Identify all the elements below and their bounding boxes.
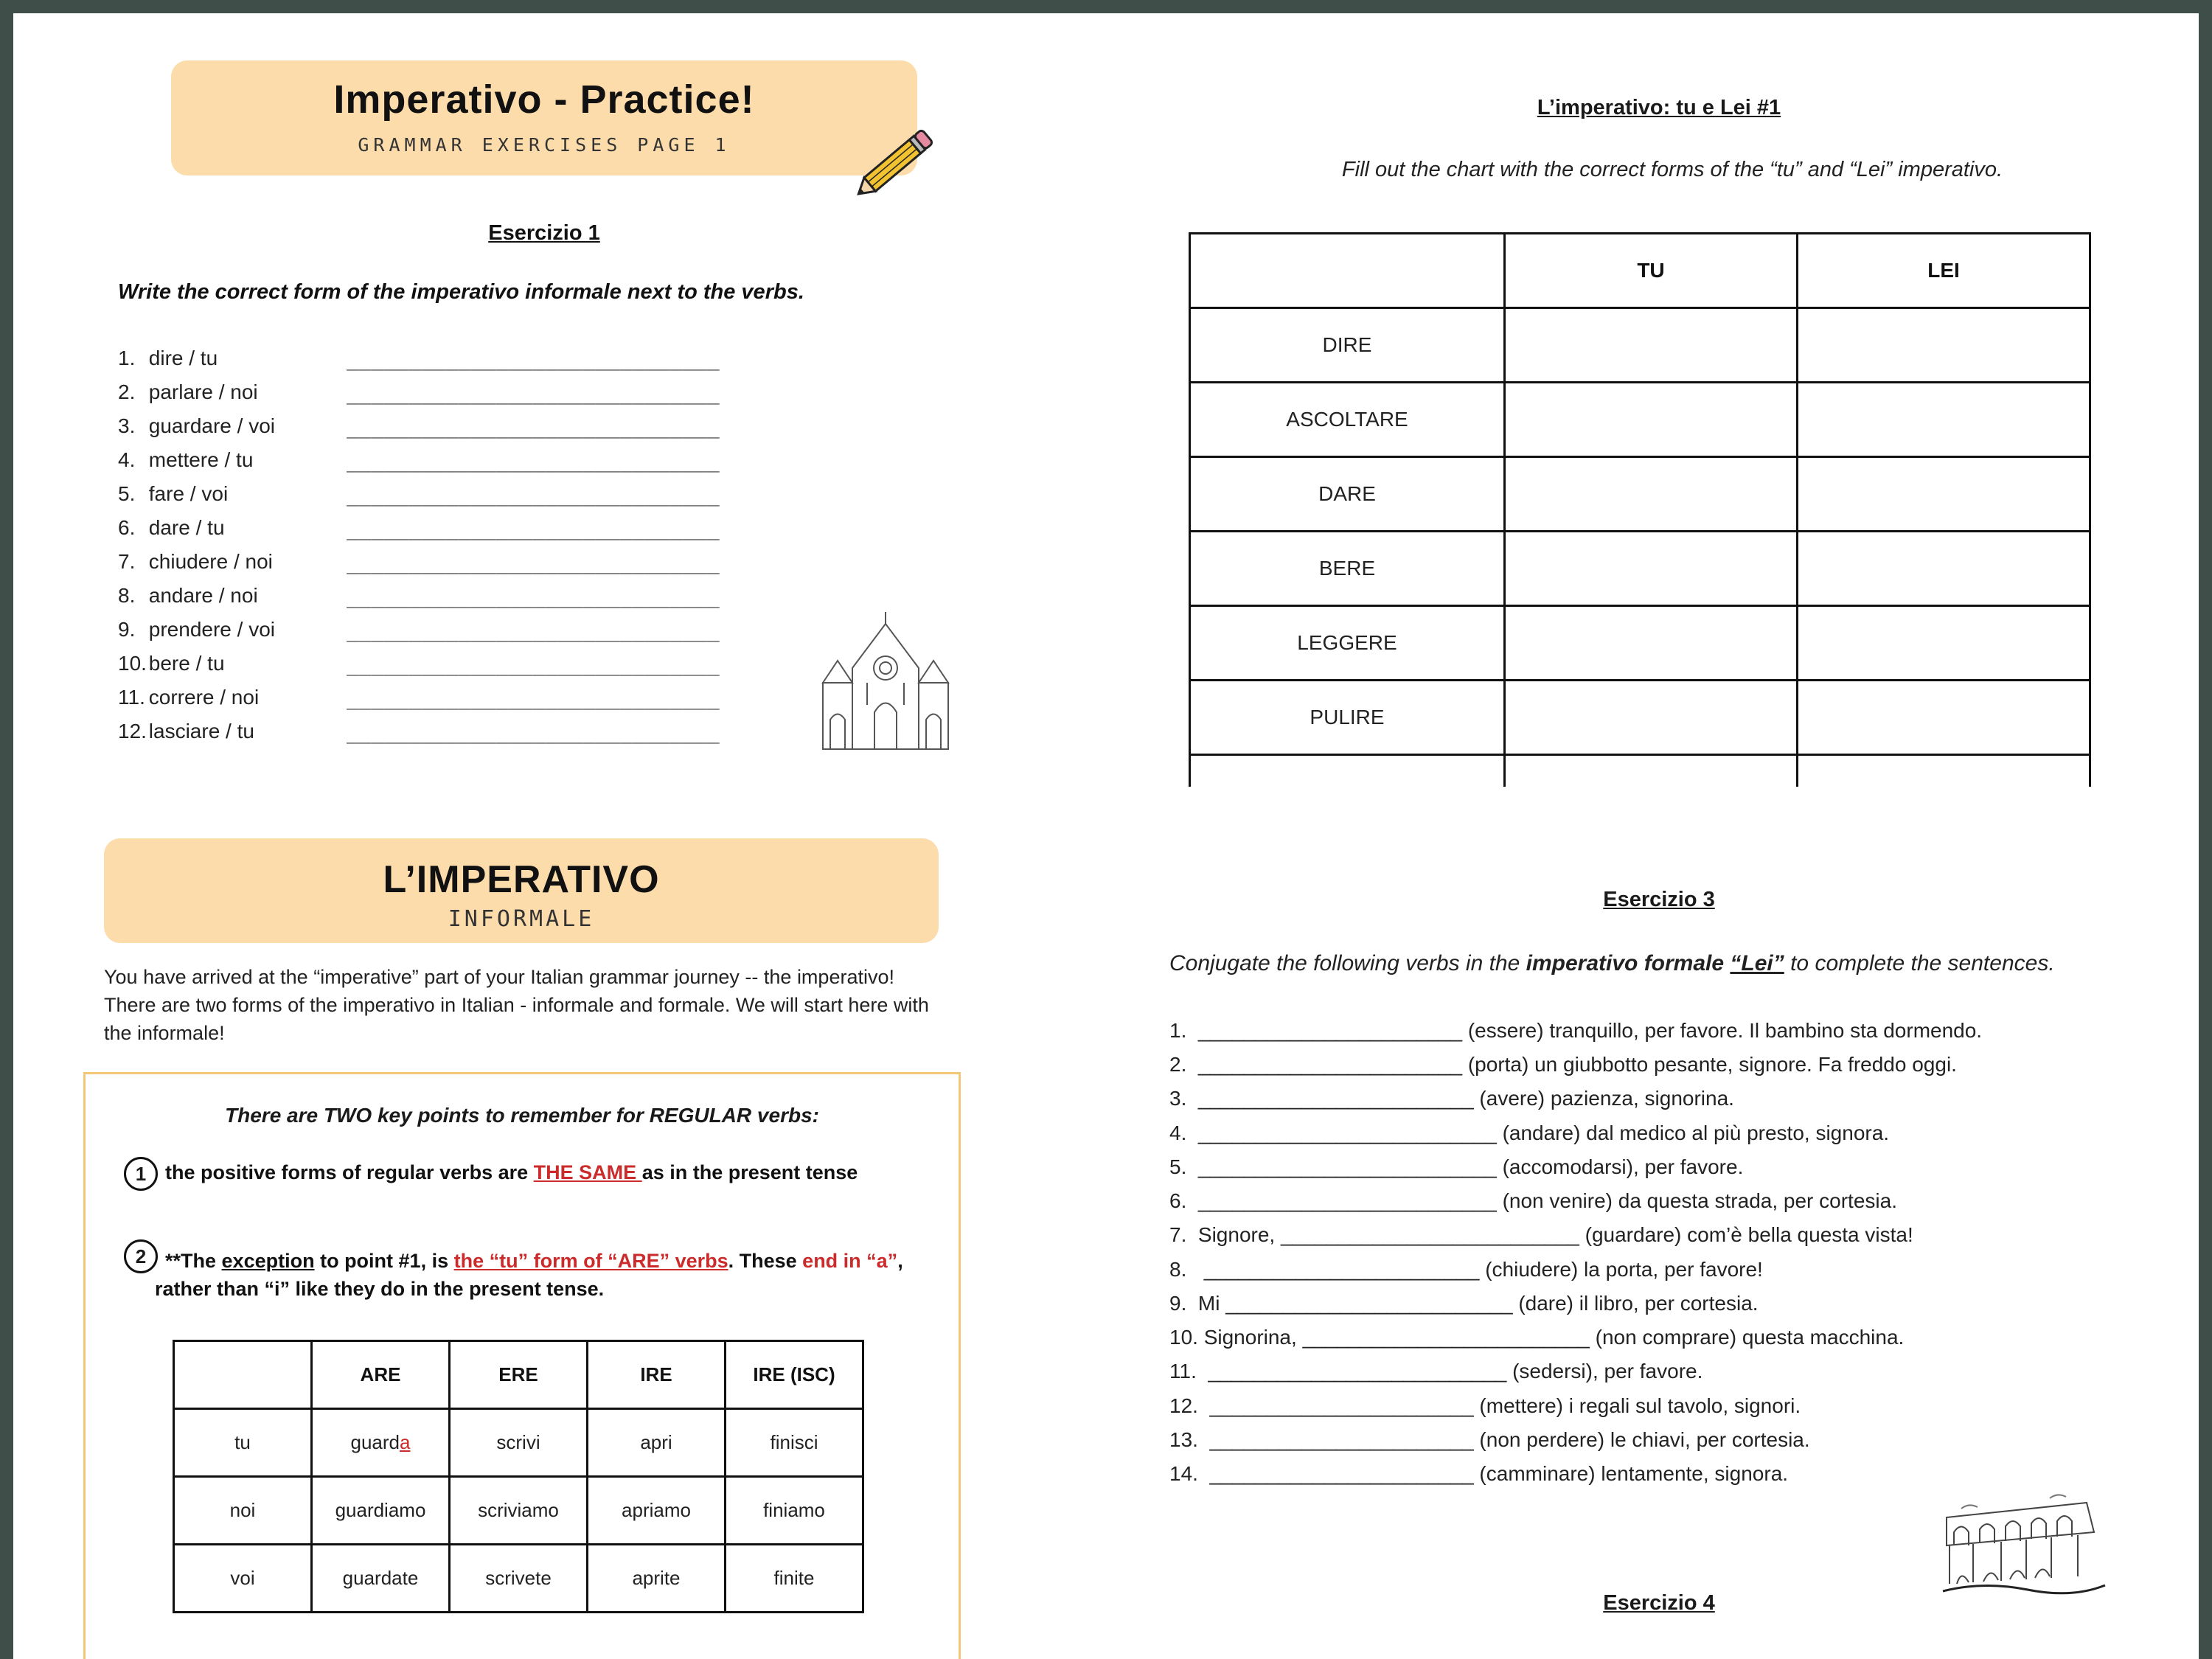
answer-cell[interactable] bbox=[1798, 755, 2090, 787]
list-item: 10. Signorina, _________________________ (non comprare) questa macchina. bbox=[1169, 1326, 1905, 1349]
answer-blank[interactable]: ______________________________ bbox=[347, 482, 720, 507]
practice-banner bbox=[171, 60, 917, 175]
esercizio3-instruction: Conjugate the following verbs in the imperativo formale “Lei” to complete the sentences. bbox=[1169, 951, 2055, 975]
highlighted-ending: a bbox=[400, 1431, 411, 1453]
list-item: 14. _______________________ (camminare) lentamente, signora. bbox=[1169, 1462, 1789, 1485]
table-row: noi guardiamo scriviamo apriamo finiamo bbox=[174, 1477, 863, 1545]
practice-subtitle: GRAMMAR EXERCISES PAGE 1 bbox=[358, 134, 731, 156]
list-item: 5. __________________________ (accomodarsi), per favore. bbox=[1169, 1155, 1744, 1178]
answer-blank[interactable]: ______________________________ bbox=[347, 652, 720, 676]
list-item: 4. mettere / tu ______________________________ bbox=[118, 448, 720, 473]
answer-blank[interactable]: ______________________________ bbox=[347, 584, 720, 608]
answer-cell[interactable] bbox=[1505, 606, 1798, 681]
table-header-row: TU LEI bbox=[1190, 234, 2090, 308]
table-row: ASCOLTARE bbox=[1190, 383, 2090, 457]
key-point-2: **The exception to point #1, is the “tu” form of “ARE” verbs. These end in “a”, bbox=[165, 1250, 903, 1272]
table-row: DIRE bbox=[1190, 308, 2090, 383]
worksheet-page bbox=[13, 13, 2199, 1659]
imperativo-title: L’IMPERATIVO bbox=[383, 858, 660, 901]
key-points-title: There are TWO key points to remember for REGULAR verbs: bbox=[225, 1104, 819, 1127]
key-point-2-cont: rather than “i” like they do in the present tense. bbox=[155, 1278, 605, 1300]
list-item: 12. _______________________ (mettere) i regali sul tavolo, signori. bbox=[1169, 1394, 1801, 1417]
answer-blank[interactable]: ______________________________ bbox=[347, 414, 720, 439]
list-item: 1. _______________________ (essere) tranquillo, per favore. Il bambino sta dormendo. bbox=[1169, 1019, 1983, 1042]
list-item: 6. dare / tu ______________________________ bbox=[118, 516, 720, 540]
list-item: 5. fare / voi ______________________________ bbox=[118, 482, 720, 507]
key-points-box bbox=[83, 1072, 961, 1659]
answer-blank[interactable]: ______________________________ bbox=[347, 516, 720, 540]
answer-blank[interactable]: ______________________________ bbox=[347, 618, 720, 642]
list-item: 8. andare / noi ______________________________ bbox=[118, 584, 720, 608]
table-header-row: ARE ERE IRE IRE (ISC) bbox=[174, 1341, 863, 1409]
list-item: 13. _______________________ (non perdere) le chiavi, per cortesia. bbox=[1169, 1428, 1810, 1451]
cathedral-illustration bbox=[808, 609, 963, 757]
answer-cell[interactable] bbox=[1505, 755, 1798, 787]
conjugation-table bbox=[173, 1340, 864, 1613]
answer-cell[interactable] bbox=[1505, 532, 1798, 606]
list-item: 1. dire / tu ______________________________ bbox=[118, 347, 720, 371]
list-item: 7. chiudere / noi ______________________________ bbox=[118, 550, 720, 574]
answer-blank[interactable]: ______________________________ bbox=[347, 686, 720, 710]
list-item: 11. correre / noi ______________________________ bbox=[118, 686, 720, 710]
list-item: 10. bere / tu ______________________________ bbox=[118, 652, 720, 676]
intro-paragraph: You have arrived at the “imperative” part of your Italian grammar journey -- the imperativo! There are two forms of the imperativo in Italian - informale and formale. We will start here with the informale! bbox=[104, 966, 929, 1044]
answer-blank[interactable]: ______________________________ bbox=[347, 448, 720, 473]
list-item: 7. Signore, __________________________ (guardare) com’è bella questa vista! bbox=[1169, 1223, 1913, 1246]
answer-cell[interactable] bbox=[1505, 457, 1798, 532]
list-item: 2. _______________________ (porta) un giubbotto pesante, signore. Fa freddo oggi. bbox=[1169, 1053, 1957, 1076]
imperativo-banner bbox=[104, 838, 939, 943]
answer-blank[interactable]: ______________________________ bbox=[347, 550, 720, 574]
number-one-icon: 1 bbox=[124, 1157, 158, 1191]
answer-cell[interactable] bbox=[1798, 532, 2090, 606]
answer-cell[interactable] bbox=[1798, 606, 2090, 681]
answer-cell[interactable] bbox=[1505, 383, 1798, 457]
table-row: LEGGERE bbox=[1190, 606, 2090, 681]
list-item: 6. __________________________ (non venire) da questa strada, per cortesia. bbox=[1169, 1189, 1897, 1212]
esercizio1-heading: Esercizio 1 bbox=[488, 221, 600, 245]
list-item: 11. __________________________ (sedersi), per favore. bbox=[1169, 1360, 1703, 1382]
answer-cell[interactable] bbox=[1798, 308, 2090, 383]
list-item: 12. lasciare / tu ______________________________ bbox=[118, 720, 720, 744]
table-row: voi guardate scrivete aprite finite bbox=[174, 1545, 863, 1613]
esercizio3-heading: Esercizio 3 bbox=[1603, 888, 1715, 911]
answer-cell[interactable] bbox=[1505, 308, 1798, 383]
esercizio2-heading: L’imperativo: tu e Lei #1 bbox=[1537, 96, 1781, 119]
answer-blank[interactable]: ______________________________ bbox=[347, 380, 720, 405]
esercizio1-instruction: Write the correct form of the imperativo informale next to the verbs. bbox=[118, 280, 804, 304]
aqueduct-illustration bbox=[1939, 1488, 2109, 1599]
tu-lei-chart-clip bbox=[1189, 232, 2107, 787]
answer-cell[interactable] bbox=[1798, 681, 2090, 755]
practice-title: Imperativo - Practice! bbox=[333, 77, 755, 122]
list-item: 9. Mi _________________________ (dare) il libro, per cortesia. bbox=[1169, 1292, 1759, 1315]
key-point-1: the positive forms of regular verbs are THE SAME as in the present tense bbox=[165, 1161, 858, 1183]
list-item: 2. parlare / noi ______________________________ bbox=[118, 380, 720, 405]
table-row: PULIRE bbox=[1190, 681, 2090, 755]
answer-cell[interactable] bbox=[1798, 457, 2090, 532]
pencil-icon bbox=[854, 116, 942, 205]
table-row bbox=[1190, 755, 2090, 787]
answer-blank[interactable]: ______________________________ bbox=[347, 720, 720, 744]
answer-blank[interactable]: ______________________________ bbox=[347, 347, 720, 371]
esercizio2-instruction: Fill out the chart with the correct forms of the “tu” and “Lei” imperativo. bbox=[1341, 158, 2003, 181]
list-item: 3. guardare / voi ______________________________ bbox=[118, 414, 720, 439]
table-row: tu guarda scrivi apri finisci bbox=[174, 1409, 863, 1477]
esercizio4-heading: Esercizio 4 bbox=[1603, 1591, 1715, 1615]
table-row: DARE bbox=[1190, 457, 2090, 532]
answer-cell[interactable] bbox=[1505, 681, 1798, 755]
number-two-icon: 2 bbox=[124, 1239, 158, 1273]
list-item: 3. ________________________ (avere) pazienza, signorina. bbox=[1169, 1087, 1734, 1110]
list-item: 9. prendere / voi ______________________________ bbox=[118, 618, 720, 642]
table-row: BERE bbox=[1190, 532, 2090, 606]
imperativo-subtitle: INFORMALE bbox=[448, 906, 595, 932]
list-item: 8. ________________________ (chiudere) la porta, per favore! bbox=[1169, 1258, 1763, 1281]
answer-cell[interactable] bbox=[1798, 383, 2090, 457]
list-item: 4. __________________________ (andare) dal medico al più presto, signora. bbox=[1169, 1121, 1890, 1144]
tu-lei-chart bbox=[1189, 232, 2091, 787]
